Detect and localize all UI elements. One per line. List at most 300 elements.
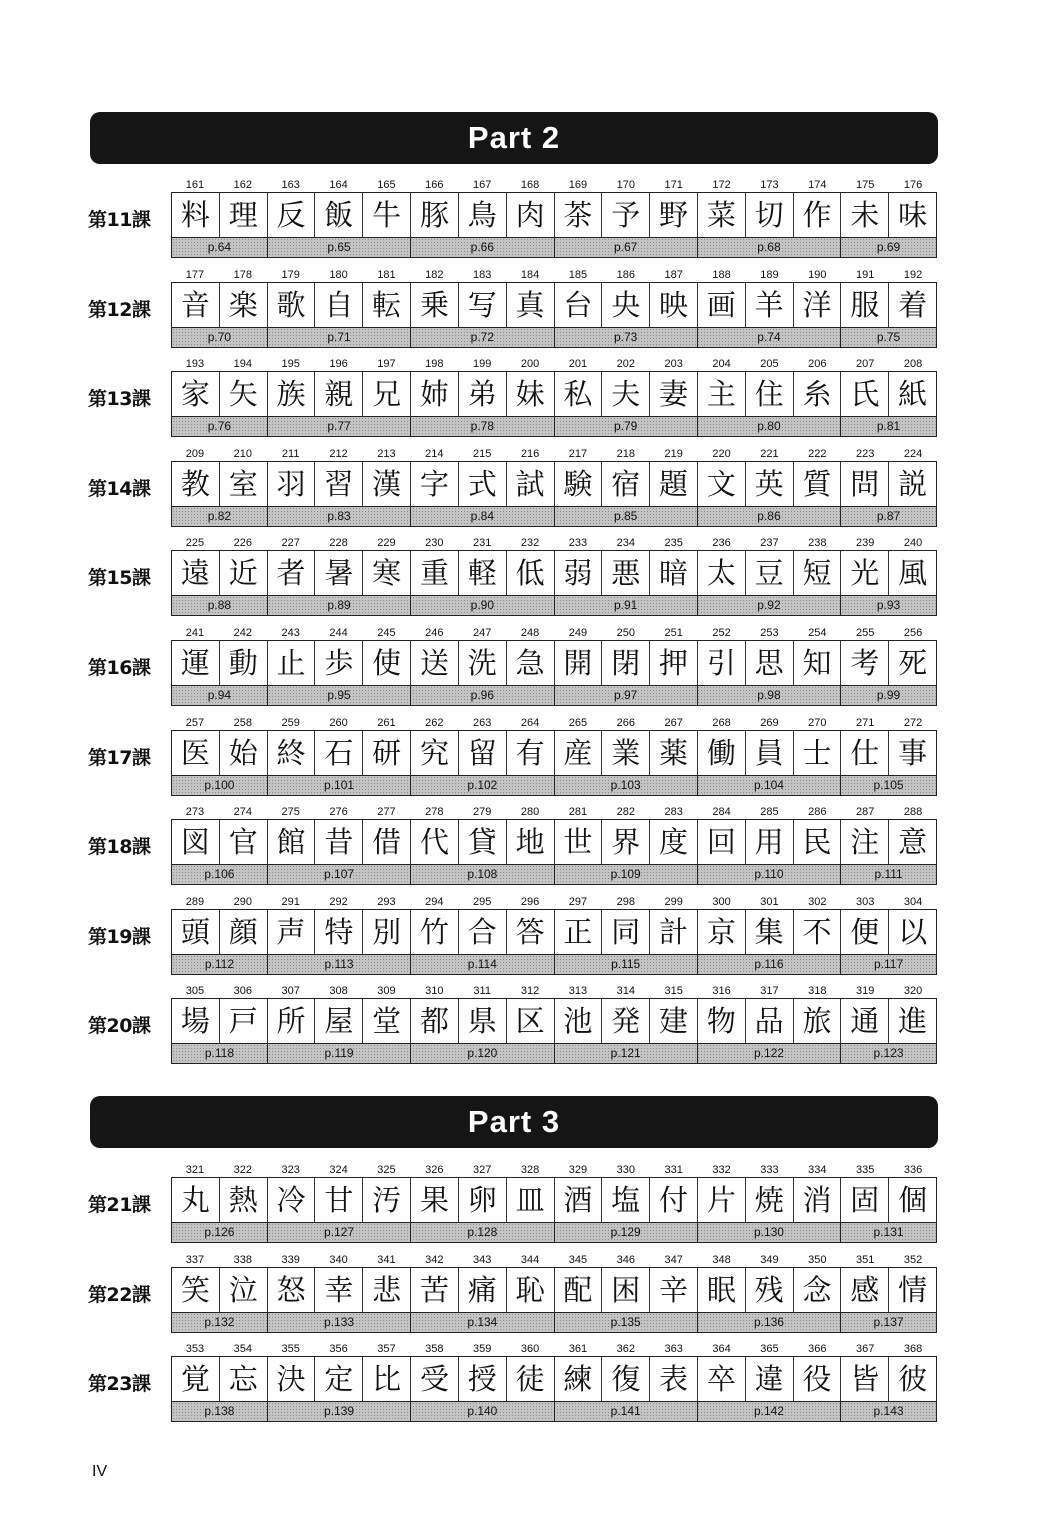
kanji-cell: 個: [898, 1183, 928, 1217]
kanji-number: 287: [856, 806, 875, 819]
kanji-cell: 焼: [746, 1178, 794, 1222]
kanji-number: 311: [473, 985, 491, 998]
kanji-cell: 地: [507, 820, 555, 864]
lesson-label: 第16課: [88, 657, 151, 679]
kanji-cell: 知: [794, 641, 842, 685]
kanji-cell: 民: [794, 820, 842, 864]
kanji-number: 299: [664, 895, 683, 908]
kanji-cell: 茶: [555, 193, 603, 237]
kanji-cell: 集: [746, 910, 794, 954]
kanji-number: 317: [760, 985, 779, 998]
kanji-number: 252: [712, 627, 731, 639]
kanji-cell: 役: [794, 1357, 842, 1401]
page-reference-row: [171, 507, 937, 527]
kanji-number: 200: [520, 358, 540, 371]
kanji-number: 294: [425, 895, 444, 908]
kanji-cell: 央: [602, 283, 650, 327]
kanji-row: [171, 819, 937, 865]
kanji-number: 283: [664, 806, 683, 819]
kanji-cell: 主: [698, 372, 746, 416]
kanji-number: 306: [233, 985, 252, 998]
page-reference: p.93: [876, 598, 901, 613]
kanji-cell: 復: [602, 1357, 650, 1401]
kanji-number: 364: [712, 1343, 731, 1356]
kanji-cell: 苦: [411, 1268, 459, 1312]
page-reference: p.64: [172, 238, 268, 257]
kanji-cell: 研: [363, 731, 411, 775]
kanji-cell: 徒: [507, 1357, 555, 1401]
kanji-cell: 洋: [794, 283, 842, 327]
kanji-number: 167: [473, 179, 492, 191]
kanji-cell: 暑: [315, 551, 363, 595]
kanji-number: 231: [473, 537, 492, 550]
kanji-cell: 鳥: [459, 193, 507, 237]
kanji-cell: 未: [841, 193, 889, 237]
kanji-number: 350: [808, 1253, 827, 1266]
kanji-cell: 界: [602, 820, 650, 864]
kanji-number: 201: [568, 358, 588, 371]
kanji-cell: 宿: [602, 462, 650, 506]
page-reference: p.83: [268, 507, 411, 526]
page-reference: p.82: [172, 507, 268, 526]
lesson-label: 第11課: [88, 209, 151, 231]
kanji-cell: 閉: [602, 641, 650, 685]
kanji-cell: 羊: [746, 283, 794, 327]
lesson-row: [0, 716, 1063, 806]
page-reference: p.120: [411, 1044, 554, 1063]
kanji-number: 244: [329, 627, 348, 639]
page-reference: p.79: [555, 417, 698, 436]
page-reference: p.80: [698, 417, 841, 436]
kanji-number: 269: [760, 716, 779, 729]
kanji-number: 348: [712, 1253, 731, 1266]
page-reference: p.141: [555, 1402, 698, 1421]
page-reference: p.68: [698, 238, 841, 257]
kanji-cell: 私: [555, 372, 603, 416]
kanji-cell: 竹: [411, 910, 459, 954]
kanji-number: 264: [520, 716, 540, 729]
page-reference: p.102: [411, 776, 554, 795]
kanji-number: 270: [808, 716, 827, 729]
kanji-number: 178: [233, 268, 252, 281]
kanji-cell: 動: [220, 641, 268, 685]
page-reference-row: [171, 1313, 937, 1333]
page-reference: p.138: [172, 1402, 268, 1421]
kanji-number-row: [171, 1163, 937, 1177]
kanji-cell: 特: [315, 910, 363, 954]
kanji-cell: 考: [841, 641, 889, 685]
kanji-number: 353: [185, 1343, 205, 1356]
kanji-cell: 送: [411, 641, 459, 685]
kanji-cell: 思: [746, 641, 794, 685]
kanji-number: 293: [377, 895, 396, 908]
page-reference: p.107: [268, 865, 411, 884]
kanji-number: 282: [616, 806, 635, 819]
kanji-cell: 飯: [315, 193, 363, 237]
kanji-row: [171, 730, 937, 776]
kanji-number: 316: [712, 985, 731, 998]
kanji-cell: 問: [841, 462, 889, 506]
kanji-number: 257: [185, 716, 205, 729]
kanji-cell: 引: [698, 641, 746, 685]
kanji-cell: 住: [746, 372, 794, 416]
kanji-cell: 者: [268, 551, 316, 595]
kanji-cell: 豚: [411, 193, 459, 237]
kanji-cell: 顔: [220, 910, 268, 954]
kanji-cell: 池: [555, 999, 603, 1043]
page-reference: p.71: [268, 328, 411, 347]
kanji-number: 238: [808, 537, 827, 550]
kanji-number: 186: [616, 268, 635, 281]
kanji-cell: 英: [746, 462, 794, 506]
lesson-row: [0, 536, 1063, 626]
kanji-number: 304: [903, 895, 923, 908]
page-reference: p.132: [172, 1313, 268, 1332]
page-reference: p.129: [555, 1223, 698, 1242]
kanji-cell: 正: [555, 910, 603, 954]
page-reference: p.95: [268, 686, 411, 705]
kanji-number: 237: [760, 537, 779, 550]
kanji-cell: 低: [507, 551, 555, 595]
kanji-number: 193: [185, 358, 205, 371]
page-reference-row: [171, 1223, 937, 1243]
kanji-cell: 泣: [220, 1268, 268, 1312]
kanji-cell: 別: [363, 910, 411, 954]
kanji-number: 295: [473, 895, 492, 908]
kanji-cell: 予: [602, 193, 650, 237]
kanji-number: 213: [377, 447, 396, 460]
kanji-number: 194: [233, 358, 252, 371]
page-reference: p.72: [411, 328, 554, 347]
kanji-cell: 通: [841, 999, 889, 1043]
kanji-row: [171, 998, 937, 1044]
page-reference: p.126: [172, 1223, 268, 1242]
kanji-number: 195: [281, 358, 300, 371]
page-reference: p.142: [698, 1402, 841, 1421]
kanji-cell: 菜: [698, 193, 746, 237]
kanji-row: [171, 461, 937, 507]
kanji-cell: 同: [602, 910, 650, 954]
kanji-number: 256: [903, 627, 923, 639]
lesson-label: 第20課: [88, 1015, 151, 1038]
kanji-cell: 漢: [363, 462, 411, 506]
page-reference: p.81: [876, 419, 901, 434]
kanji-cell: 運: [172, 641, 220, 685]
kanji-cell: 計: [650, 910, 698, 954]
kanji-number: 330: [616, 1164, 635, 1176]
kanji-cell: 薬: [650, 731, 698, 775]
kanji-number: 354: [233, 1343, 252, 1356]
kanji-cell: 写: [459, 283, 507, 327]
kanji-cell: 困: [602, 1268, 650, 1312]
kanji-cell: 音: [172, 283, 220, 327]
kanji-number: 161: [185, 179, 205, 191]
kanji-number: 313: [568, 985, 588, 998]
kanji-number: 343: [473, 1253, 492, 1266]
lesson-label: 第18課: [88, 836, 151, 859]
kanji-number: 251: [664, 627, 683, 639]
kanji-number: 224: [903, 447, 923, 460]
lesson-row: [0, 268, 1063, 358]
kanji-cell: 昔: [315, 820, 363, 864]
kanji-cell: 甘: [315, 1178, 363, 1222]
kanji-number: 250: [616, 627, 635, 639]
kanji-number: 266: [616, 716, 635, 729]
kanji-cell: 借: [363, 820, 411, 864]
kanji-cell: 注: [841, 820, 889, 864]
kanji-cell: 覚: [172, 1357, 220, 1401]
lesson-row: [0, 626, 1063, 716]
kanji-number: 219: [664, 447, 683, 460]
kanji-number: 241: [185, 627, 205, 639]
kanji-number: 324: [329, 1164, 348, 1176]
kanji-cell: 切: [746, 193, 794, 237]
part-2-banner: Part 2: [90, 112, 938, 164]
kanji-cell: 物: [698, 999, 746, 1043]
kanji-number: 360: [520, 1343, 540, 1356]
kanji-cell: 羽: [268, 462, 316, 506]
kanji-cell: 所: [268, 999, 316, 1043]
page-reference: p.74: [698, 328, 841, 347]
kanji-cell: 代: [411, 820, 459, 864]
kanji-cell: 題: [650, 462, 698, 506]
kanji-number: 339: [281, 1253, 300, 1266]
kanji-number: 328: [520, 1164, 540, 1176]
kanji-cell: 意: [898, 825, 928, 860]
page-reference: p.78: [411, 417, 554, 436]
kanji-number: 202: [616, 358, 635, 371]
kanji-number: 284: [712, 806, 731, 819]
kanji-number: 291: [281, 895, 300, 908]
kanji-number: 303: [856, 895, 875, 908]
kanji-number: 176: [903, 179, 923, 191]
kanji-number: 260: [329, 716, 348, 729]
kanji-cell: 死: [898, 646, 928, 680]
kanji-cell: 妹: [507, 372, 555, 416]
kanji-number-row: [171, 895, 937, 909]
kanji-cell: 悲: [363, 1268, 411, 1312]
page-reference-row: [171, 1044, 937, 1064]
page-reference: p.127: [268, 1223, 411, 1242]
kanji-cell: 幸: [315, 1268, 363, 1312]
kanji-number: 203: [664, 358, 683, 371]
kanji-number: 179: [281, 268, 300, 281]
kanji-number: 351: [856, 1253, 875, 1266]
kanji-number: 164: [329, 179, 348, 191]
kanji-cell: 字: [411, 462, 459, 506]
kanji-number: 341: [377, 1253, 396, 1266]
page-reference-row: [171, 955, 937, 975]
page-reference: p.90: [411, 596, 554, 615]
kanji-cell: 汚: [363, 1178, 411, 1222]
page-reference: p.109: [555, 865, 698, 884]
lesson-row: [0, 447, 1063, 537]
kanji-number: 243: [281, 627, 300, 639]
kanji-number: 275: [281, 806, 300, 819]
kanji-number: 288: [903, 806, 923, 819]
kanji-number: 165: [377, 179, 396, 191]
kanji-row: [171, 1267, 937, 1313]
kanji-row: [171, 192, 937, 238]
kanji-cell: 決: [268, 1357, 316, 1401]
kanji-cell: 真: [507, 283, 555, 327]
kanji-cell: 表: [650, 1357, 698, 1401]
kanji-cell: 牛: [363, 193, 411, 237]
kanji-cell: 弟: [459, 372, 507, 416]
page-reference: p.96: [411, 686, 554, 705]
kanji-cell: 自: [315, 283, 363, 327]
kanji-number: 163: [281, 179, 300, 191]
kanji-number: 338: [233, 1253, 252, 1266]
kanji-number: 208: [903, 358, 923, 371]
page-reference: p.76: [172, 417, 268, 436]
kanji-number: 346: [616, 1253, 635, 1266]
kanji-number: 228: [329, 537, 348, 550]
kanji-cell: 痛: [459, 1268, 507, 1312]
page-reference: p.135: [555, 1313, 698, 1332]
kanji-number: 191: [856, 268, 875, 281]
kanji-number: 300: [712, 895, 731, 908]
kanji-number: 233: [568, 537, 588, 550]
kanji-cell: 矢: [220, 372, 268, 416]
kanji-number: 169: [568, 179, 588, 191]
page-reference-row: [171, 328, 937, 348]
page-reference: p.97: [555, 686, 698, 705]
kanji-number: 289: [185, 895, 205, 908]
kanji-cell: 卒: [698, 1357, 746, 1401]
kanji-number: 327: [473, 1164, 492, 1176]
page-reference-row: [171, 238, 937, 258]
page-reference: p.139: [268, 1402, 411, 1421]
kanji-number: 349: [760, 1253, 779, 1266]
kanji-number: 229: [377, 537, 396, 550]
kanji-number: 230: [425, 537, 444, 550]
kanji-number: 320: [903, 985, 923, 998]
kanji-cell: 頭: [172, 910, 220, 954]
kanji-number: 185: [568, 268, 588, 281]
kanji-number-row: [171, 805, 937, 819]
kanji-number: 209: [185, 447, 205, 460]
page-reference: p.69: [876, 240, 901, 254]
page-reference-row: [171, 417, 937, 437]
kanji-number: 227: [281, 537, 300, 550]
kanji-number: 273: [185, 806, 205, 819]
kanji-number: 166: [425, 179, 444, 191]
kanji-number: 265: [568, 716, 588, 729]
page-reference: p.113: [268, 955, 411, 974]
kanji-number: 242: [233, 627, 252, 639]
kanji-number: 281: [568, 806, 588, 819]
kanji-number-row: [171, 178, 937, 192]
kanji-number: 207: [856, 358, 875, 371]
kanji-cell: 固: [841, 1178, 889, 1222]
kanji-cell: 着: [898, 287, 928, 322]
kanji-number: 368: [903, 1343, 923, 1356]
kanji-number: 196: [329, 358, 348, 371]
kanji-cell: 忘: [220, 1357, 268, 1401]
kanji-cell: 楽: [220, 283, 268, 327]
kanji-number: 312: [520, 985, 540, 998]
kanji-number: 180: [329, 268, 348, 281]
kanji-number: 315: [664, 985, 683, 998]
kanji-number: 361: [568, 1343, 588, 1356]
kanji-cell: 熱: [220, 1178, 268, 1222]
kanji-cell: 映: [650, 283, 698, 327]
kanji-cell: 彼: [898, 1362, 928, 1397]
kanji-cell: 県: [459, 999, 507, 1043]
lesson-row: [0, 895, 1063, 985]
kanji-number: 204: [712, 358, 731, 371]
kanji-cell: 比: [363, 1357, 411, 1401]
kanji-row: [171, 371, 937, 417]
kanji-cell: 急: [507, 641, 555, 685]
kanji-number: 305: [185, 985, 205, 998]
kanji-number: 184: [520, 268, 540, 281]
kanji-number: 326: [425, 1164, 444, 1176]
kanji-cell: 洗: [459, 641, 507, 685]
kanji-number: 259: [281, 716, 300, 729]
kanji-number: 309: [377, 985, 396, 998]
kanji-cell: 乗: [411, 283, 459, 327]
part-3-banner: Part 3: [90, 1096, 938, 1148]
kanji-number: 217: [568, 447, 588, 460]
page-reference: p.105: [873, 777, 904, 792]
kanji-cell: 付: [650, 1178, 698, 1222]
kanji-cell: 有: [507, 731, 555, 775]
kanji-cell: 糸: [794, 372, 842, 416]
kanji-number-row: [171, 357, 937, 371]
kanji-number: 296: [520, 895, 540, 908]
kanji-number: 254: [808, 627, 827, 639]
kanji-number: 245: [377, 627, 396, 639]
kanji-number: 367: [856, 1343, 875, 1356]
page-reference: p.112: [172, 955, 268, 974]
kanji-cell: 近: [220, 551, 268, 595]
kanji-number: 347: [664, 1253, 683, 1266]
page-reference: p.106: [172, 865, 268, 884]
kanji-number: 262: [425, 716, 444, 729]
kanji-number: 223: [856, 447, 875, 460]
page-reference: p.137: [873, 1314, 904, 1329]
lesson-label: 第12課: [88, 298, 151, 321]
kanji-cell: 肉: [507, 193, 555, 237]
page-reference: p.123: [873, 1046, 904, 1061]
kanji-cell: 太: [698, 551, 746, 595]
kanji-number: 358: [425, 1343, 444, 1356]
kanji-number: 198: [425, 358, 444, 371]
kanji-cell: 料: [172, 193, 220, 237]
kanji-cell: 丸: [172, 1178, 220, 1222]
kanji-cell: 姉: [411, 372, 459, 416]
kanji-number: 298: [616, 895, 635, 908]
kanji-number: 290: [233, 895, 252, 908]
kanji-cell: 式: [459, 462, 507, 506]
page-reference-row: [171, 865, 937, 885]
kanji-cell: 豆: [746, 551, 794, 595]
kanji-cell: 消: [794, 1178, 842, 1222]
kanji-number: 314: [616, 985, 635, 998]
page-number: IV: [92, 1463, 108, 1480]
page-reference-row: [171, 776, 937, 796]
page-reference: p.121: [555, 1044, 698, 1063]
kanji-cell: 医: [172, 731, 220, 775]
page-reference: p.101: [268, 776, 411, 795]
page-reference: p.67: [555, 238, 698, 257]
kanji-cell: 使: [363, 641, 411, 685]
kanji-number-row: [171, 984, 937, 998]
kanji-number: 321: [185, 1164, 205, 1176]
kanji-number: 247: [473, 627, 492, 639]
